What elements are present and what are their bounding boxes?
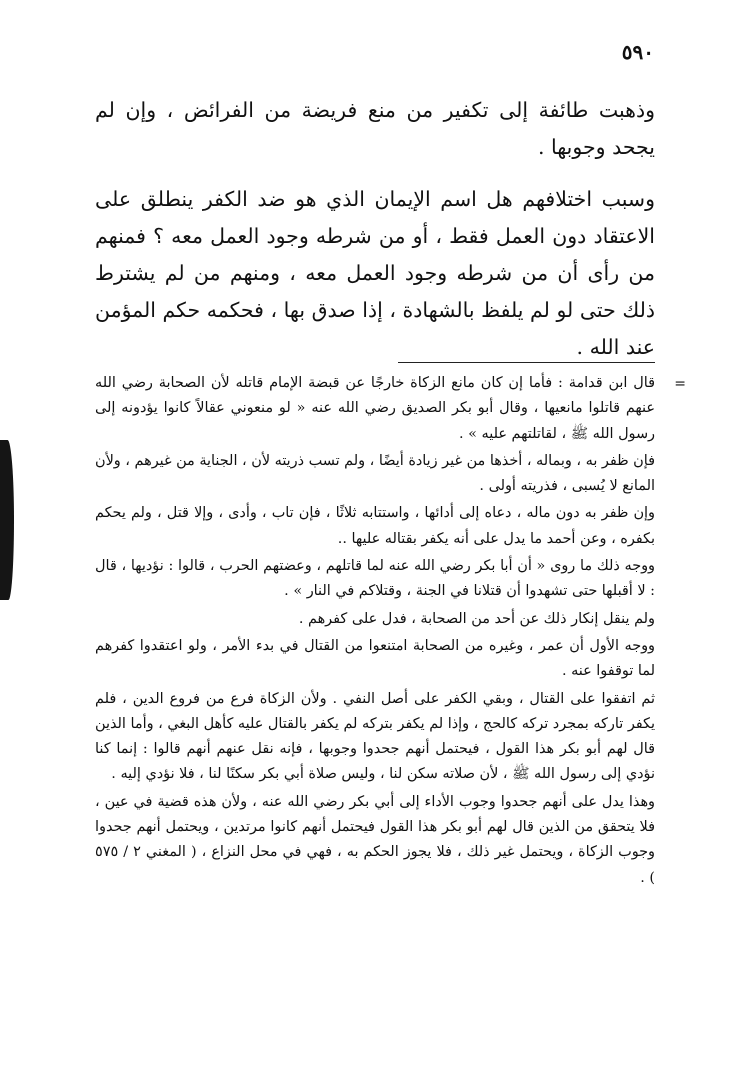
footnote-paragraph: ووجه الأول أن عمر ، وغيره من الصحابة امتنعوا من القتال في بدء الأمر ، ولو اعتقدوا كفرهم لما توقفوا عنه .: [95, 637, 655, 680]
main-text: [95, 92, 655, 381]
footnote-paragraph: ثم اتفقوا على القتال ، وبقي الكفر على أصل النفي . ولأن الزكاة فرع من فروع الدين ، فلم يكفر تاركه بمجرد تركه كالحج ، وإذا لم يكفر بتركه لم يكفر بالقتال عليه كأهل البغي ، وأما الذين قال لهم أبو بكر هذا القول ، فيحتمل أنهم جحدوا وجوبها ، فإنه نقل عنهم أنهم قالوا : إنما كنا نؤدي إلى رسول الله ﷺ ، لأن صلاته سكن لنا ، وليس صلاة أبي بكر سكنًا لنا ، فلا نؤدي إليه .: [95, 690, 655, 783]
footnote-paragraph: ووجه ذلك ما روى « أن أبا بكر رضي الله عنه لما قاتلهم ، وعضتهم الحرب ، قالوا : نؤديها ، قال : لا أقبلها حتى تشهدوا أن قتلانا في الجنة ، وقتلاكم في النار » .: [95, 558, 655, 600]
footnotes: [95, 371, 655, 893]
main-paragraph: وذهبت طائفة إلى تكفير من منع فريضة من الفرائض ، وإن لم يجحد وجوبها .: [95, 98, 655, 159]
footnote-paragraph: وإن ظفر به دون ماله ، دعاه إلى أدائها ، واستتابه ثلاثًا ، فإن تاب ، وأدى ، وإلا قتل ، ولم يحكم بكفره ، وعن أحمد ما يدل على أنه يكفر بقتاله عليها ..: [95, 505, 655, 547]
footnote-paragraph: ولم ينقل إنكار ذلك عن أحد من الصحابة ، فدل على كفرهم .: [298, 610, 655, 627]
footnote-separator: [398, 362, 655, 363]
page-number: ٥٩٠: [621, 40, 654, 64]
footnote-continuation-marker: =: [674, 376, 686, 392]
footnote-paragraph: قال ابن قدامة : فأما إن كان مانع الزكاة خارجًا عن قبضة الإمام قاتله لأن الصحابة رضي الله عنهم قاتلوا مانعيها ، وقال أبو بكر الصديق رضي الله عنه « لو منعوني عقالاً كانوا يؤدونه إلى رسول الله ﷺ ، لقاتلتهم عليه » .: [95, 375, 655, 442]
scan-binding-shadow: [0, 440, 14, 600]
footnote-paragraph: فإن ظفر به ، وبماله ، أخذها من غير زيادة أيضًا ، ولم تسب ذريته لأن ، الجناية من غيرهم ، ولأن المانع لا يُسبى ، فذريته أولى .: [95, 452, 655, 495]
footnote-paragraph: وهذا يدل على أنهم جحدوا وجوب الأداء إلى أبي بكر رضي الله عنه ، ولأن هذه قضية في عين ، فلا يتحقق من الذين قال لهم أبو بكر هذا القول فيحتمل أنهم كانوا مرتدين ، ويحتمل أنهم جحدوا وجوب الزكاة ، ويحتمل غير ذلك ، فلا يجوز الحكم به ، فهي في محل النزاع ، ( المغني ٢ / ٥٧٥ ) .: [95, 793, 656, 886]
main-paragraph: وسبب اختلافهم هل اسم الإيمان الذي هو ضد الكفر ينطلق على الاعتقاد دون العمل فقط ، أو من شرطه وجود العمل معه ؟ فمنهم من رأى أن من شرطه وجود العمل معه ، ومنهم من لم يشترط ذلك حتى لو لم يلفظ بالشهادة ، إذا صدق بها ، فحكمه حكم المؤمن عند الله .: [95, 187, 655, 359]
